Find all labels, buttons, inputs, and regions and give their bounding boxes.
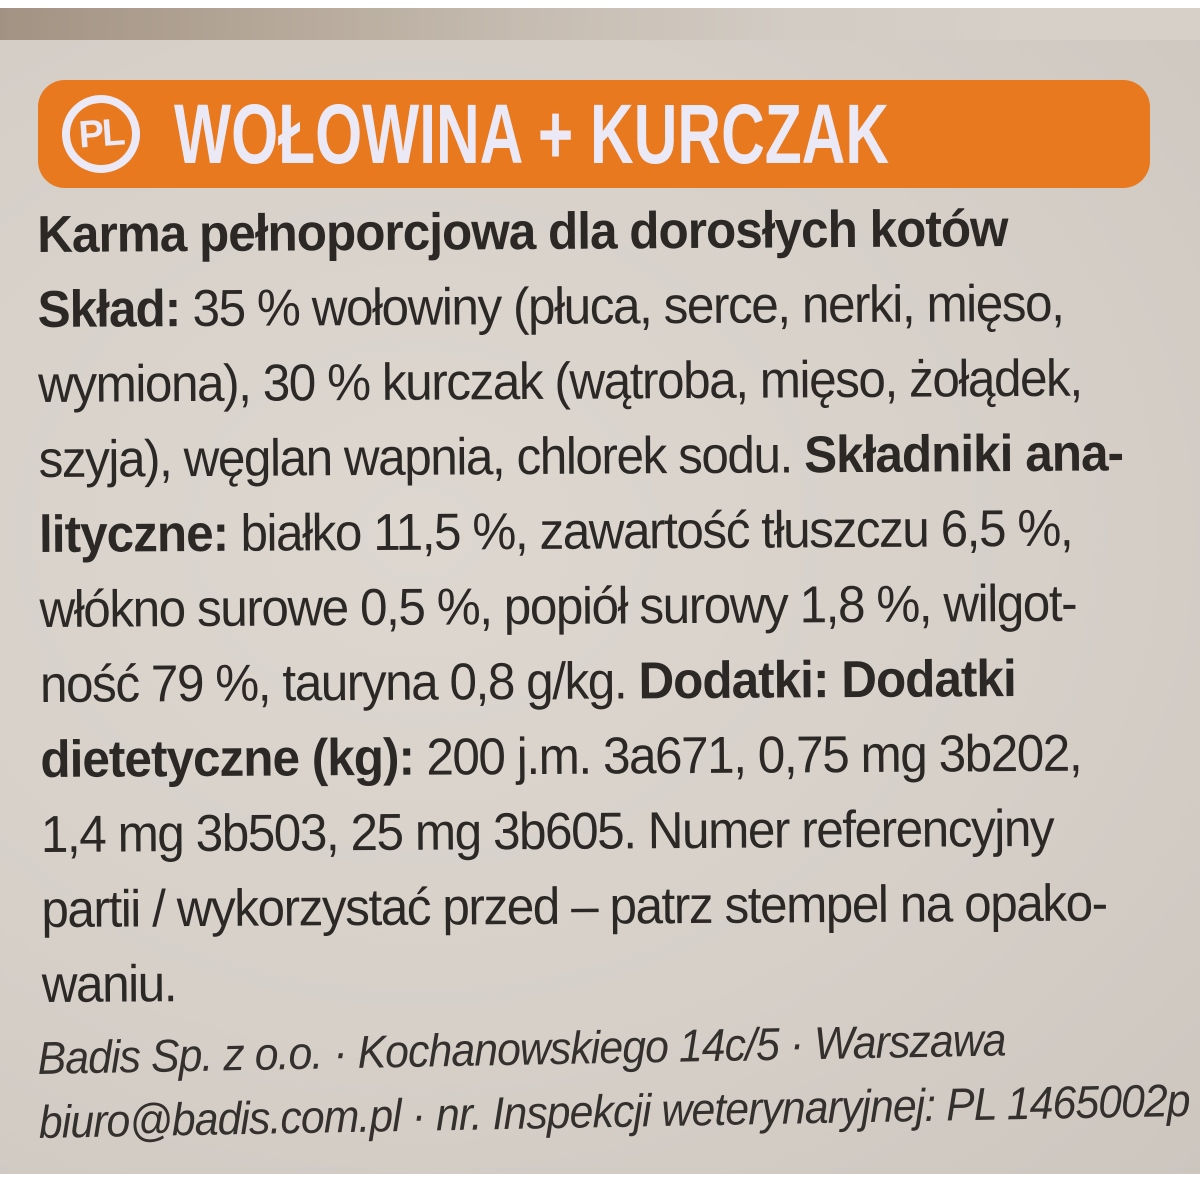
label-text-line	[37, 191, 1120, 273]
label-text-bold-segment: Karma pełnoporcjowa dla dorosłych kotów	[37, 200, 1008, 264]
label-text-line	[39, 566, 1122, 648]
label-text-line	[39, 491, 1122, 573]
label-text-segment: 35 % wołowiny (płuca, serce, nerki, mięso,	[180, 274, 1064, 339]
label-text-segment: waniu.	[41, 955, 177, 1014]
label-text-line	[38, 341, 1121, 423]
label-text-bold-segment: Skład:	[37, 280, 181, 339]
label-text-line	[41, 791, 1124, 873]
label-text-segment: 1,4 mg 3b503, 25 mg 3b605. Numer referencyjny	[40, 799, 1054, 864]
label-text-segment: wymiona), 30 % kurczak (wątroba, mięso, żołądek,	[37, 349, 1082, 414]
label-text-bold-segment: Składniki ana-	[803, 424, 1124, 485]
manufacturer-info	[37, 1004, 1189, 1154]
label-text-bold-segment: lityczne:	[38, 504, 229, 564]
pl-origin-badge-icon: PL	[59, 92, 142, 175]
label-text-segment: białko 11,5 %, zawartość tłuszczu 6,5 %,	[227, 499, 1073, 563]
manufacturer-line: biuro@badis.com.pl · nr. Inspekcji weterynaryjnej: PL 1465002p	[38, 1073, 1191, 1148]
origin-banner	[38, 80, 1150, 188]
label-text-line	[40, 716, 1123, 798]
label-text-line	[40, 641, 1123, 723]
product-label-photo	[0, 8, 1200, 1174]
photo-top-shadow	[0, 8, 1200, 40]
label-text-line	[37, 266, 1120, 348]
label-text-segment: włókno surowe 0,5 %, popiół surowy 1,8 %, wilgot-	[39, 574, 1077, 639]
label-text-segment: partii / wykorzystać przed – patrz stempel na opako-	[41, 874, 1107, 939]
label-text-segment: 200 j.m. 3a671, 0,75 mg 3b202,	[413, 724, 1082, 787]
manufacturer-line: Badis Sp. z o.o. · Kochanowskiego 14c/5 · Warszawa	[37, 1013, 1006, 1084]
label-text-segment: ność 79 %, tauryna 0,8 g/kg.	[39, 652, 639, 714]
label-text-segment: szyja), węglan wapnia, chlorek sodu.	[38, 426, 805, 489]
label-text-line	[38, 416, 1124, 498]
label-text-line	[41, 866, 1124, 948]
product-title: WOŁOWINA + KURCZAK	[174, 87, 890, 181]
label-text-bold-segment: dietetyczne (kg):	[40, 728, 415, 789]
label-description-text	[37, 191, 1182, 1023]
label-text-bold-segment: Dodatki: Dodatki	[638, 650, 1016, 711]
